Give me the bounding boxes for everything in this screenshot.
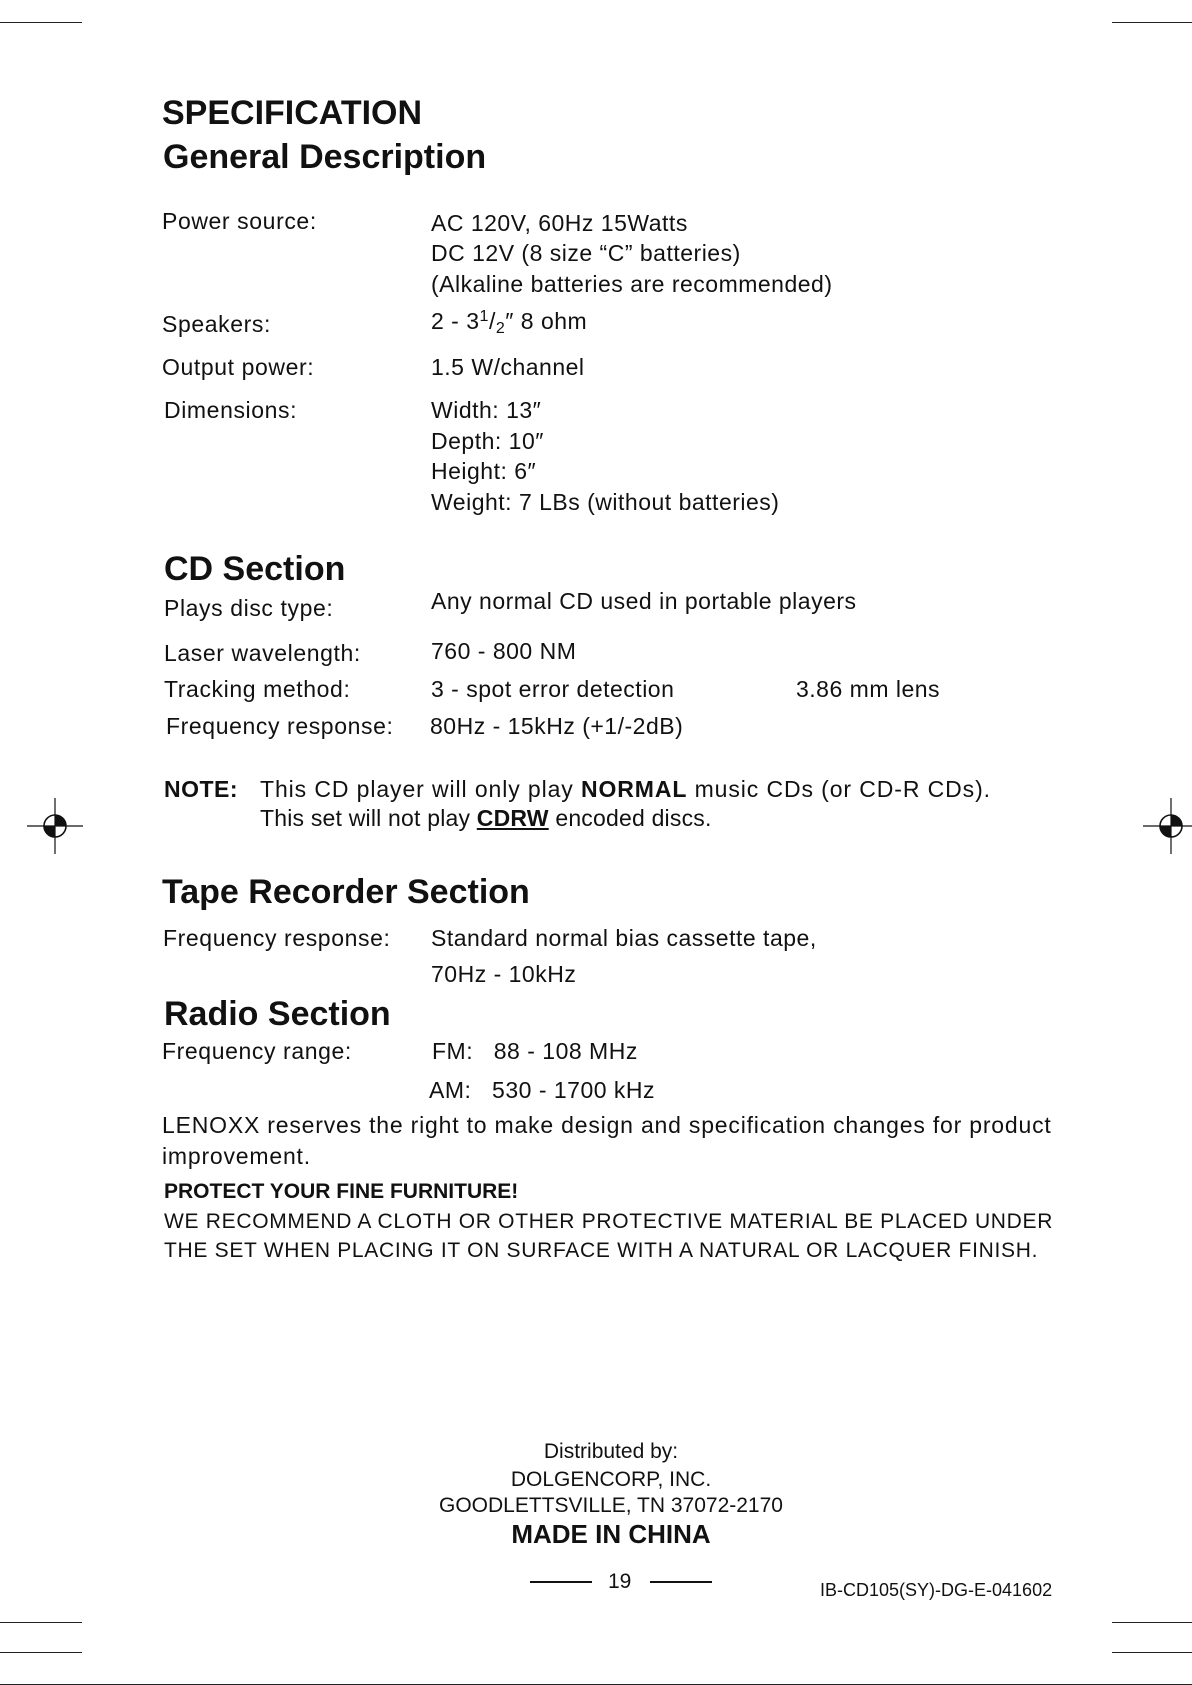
crop-mark — [0, 22, 82, 23]
crop-mark — [1112, 22, 1192, 23]
document-code: IB-CD105(SY)-DG-E-041602 — [820, 1580, 1053, 1600]
crop-mark — [1112, 1652, 1192, 1653]
output-power-label: Output power: — [162, 354, 315, 380]
note-line-2 — [260, 805, 712, 832]
general-description-heading: General Description — [163, 138, 487, 176]
registration-mark-icon — [1143, 798, 1192, 854]
note-emphasis: NORMAL — [580, 776, 688, 802]
radio-section-heading: Radio Section — [164, 995, 391, 1033]
dimension-line: Height: 6″ — [431, 458, 537, 484]
speakers-suffix: ″ 8 ohm — [505, 308, 588, 334]
page-number-rule — [650, 1581, 712, 1583]
page-number-rule — [530, 1581, 592, 1583]
crop-mark — [0, 1622, 82, 1623]
laser-wavelength-label: Laser wavelength: — [164, 640, 361, 666]
dimensions-label: Dimensions: — [164, 397, 298, 423]
tracking-lens-value: 3.86 mm lens — [796, 676, 941, 702]
tracking-method-value: 3 - spot error detection — [431, 676, 675, 702]
speakers-label: Speakers: — [162, 311, 271, 337]
laser-wavelength-value: 760 - 800 NM — [431, 638, 577, 664]
furniture-heading: PROTECT YOUR FINE FURNITURE! — [164, 1180, 519, 1203]
distributed-by-label: Distributed by: — [543, 1440, 679, 1463]
note-text: music CDs (or CD-R CDs). — [687, 776, 991, 802]
note-text: This set will not play — [260, 805, 477, 831]
speakers-value: $2 - 3^1/_2''$ 8 ohm — [431, 308, 588, 337]
dimension-line: Weight: 7 LBs (without batteries) — [431, 489, 780, 515]
disc-type-label: Plays disc type: — [164, 595, 334, 621]
speakers-fraction-numerator: 1 — [479, 308, 489, 325]
distributor-address: GOODLETTSVILLE, TN 37072-2170 — [439, 1494, 783, 1517]
registration-mark-icon — [27, 798, 83, 854]
disclaimer-text: LENOXX reserves the right to make design and specification changes for product improvement. — [162, 1112, 1052, 1169]
tape-frequency-label: Frequency response: — [163, 925, 391, 951]
dimension-line: Depth: 10″ — [431, 428, 544, 454]
tape-frequency-line: Standard normal bias cassette tape, — [431, 925, 817, 951]
tape-section-heading: Tape Recorder Section — [162, 873, 530, 911]
output-power-value: 1.5 W/channel — [431, 354, 585, 380]
dimension-line: Width: 13″ — [431, 397, 542, 423]
cd-frequency-label: Frequency response: — [166, 713, 394, 739]
page-number: 19 — [608, 1570, 632, 1593]
page-title: SPECIFICATION — [162, 94, 423, 132]
radio-fm-range: FM: 88 - 108 MHz — [432, 1038, 638, 1064]
radio-am-range: AM: 530 - 1700 kHz — [429, 1077, 656, 1103]
radio-range-label: Frequency range: — [162, 1038, 352, 1064]
tracking-method-label: Tracking method: — [164, 676, 351, 702]
crop-mark — [1112, 1622, 1192, 1623]
note-text: This CD player will only play — [260, 776, 581, 802]
speakers-prefix: 2 - 3 — [431, 308, 480, 334]
speakers-fraction-denominator: 2 — [495, 320, 506, 337]
tape-frequency-line: 70Hz - 10kHz — [431, 961, 577, 987]
furniture-body: WE RECOMMEND A CLOTH OR OTHER PROTECTIVE MATERIAL BE PLACED UNDER THE SET WHEN PLACING IT ON SURFACE WITH A NATURAL OR LACQUER FINISH. — [164, 1210, 1054, 1262]
distributor-company: DOLGENCORP, INC. — [510, 1468, 712, 1491]
crop-mark — [0, 1652, 82, 1653]
made-in-label: MADE IN CHINA — [511, 1519, 711, 1549]
cd-frequency-value: 80Hz - 15kHz (+1/-2dB) — [430, 713, 684, 739]
cd-section-heading: CD Section — [164, 550, 346, 588]
note-line-1 — [260, 776, 991, 803]
disc-type-value: Any normal CD used in portable players — [431, 588, 857, 614]
note-text: encoded discs. — [548, 805, 712, 831]
power-source-line: DC 12V (8 size “C” batteries) — [431, 240, 741, 266]
power-source-label: Power source: — [162, 208, 317, 234]
note-label: NOTE: — [164, 776, 239, 802]
note-emphasis: CDRW — [476, 805, 549, 831]
power-source-line: (Alkaline batteries are recommended) — [431, 271, 833, 297]
power-source-line: AC 120V, 60Hz 15Watts — [431, 210, 688, 236]
